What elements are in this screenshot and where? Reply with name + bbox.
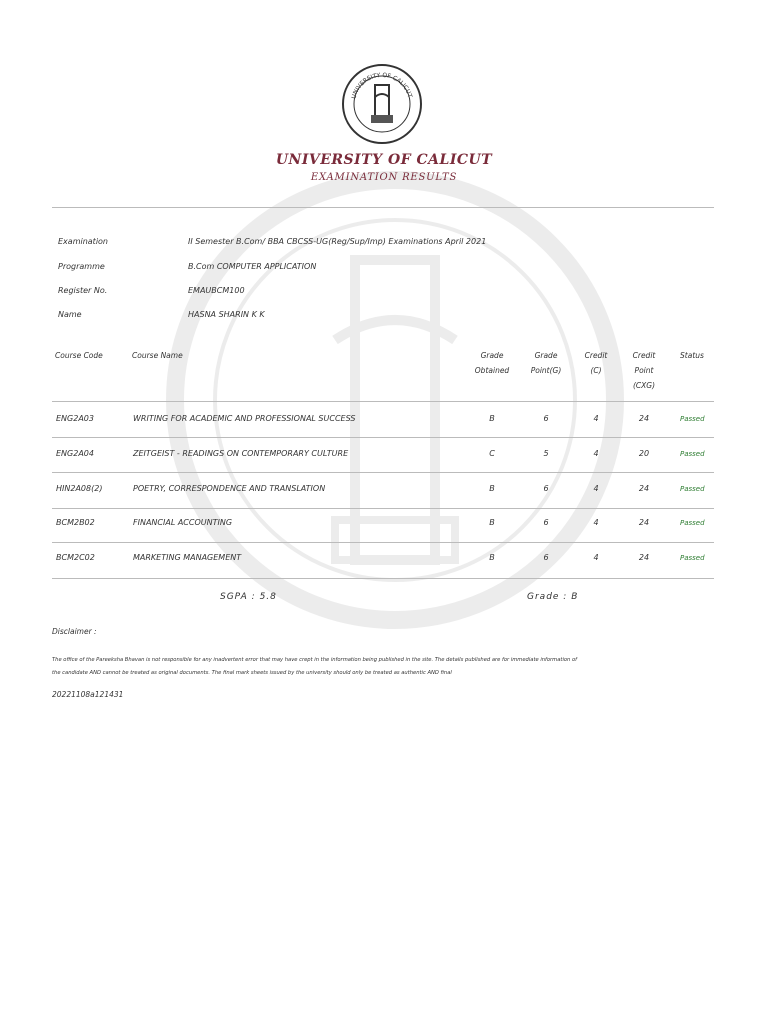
generated-timestamp: 20221108a121431	[52, 690, 124, 699]
name-value: HASNA SHARIN K K	[188, 310, 265, 319]
course-name: ZEITGEIST - READINGS ON CONTEMPORARY CULTURE	[133, 449, 349, 458]
examination-value: II Semester B.Com/ BBA CBCSS-UG(Reg/Sup/Imp) Examinations April 2021	[188, 237, 487, 246]
programme-value: B.Com COMPUTER APPLICATION	[188, 262, 317, 271]
credit: 4	[593, 518, 599, 527]
register-no-value: EMAUBCM100	[188, 286, 245, 295]
grade-obtained: B	[489, 484, 495, 493]
grade-point: 6	[543, 553, 549, 562]
header-credit-point: Credit Point (CXG)	[632, 351, 656, 390]
university-logo	[341, 63, 423, 145]
status-passed: Passed	[680, 519, 705, 527]
overall-grade: Grade : B	[527, 592, 579, 602]
grade-obtained: B	[489, 518, 495, 527]
credit: 4	[593, 449, 599, 458]
sgpa-value: SGPA : 5.8	[220, 592, 277, 602]
course-code: BCM2B02	[56, 518, 95, 527]
grade-obtained: C	[489, 449, 495, 458]
examination-label: Examination	[58, 237, 109, 246]
header-divider	[52, 207, 714, 208]
credit-point: 24	[638, 553, 650, 562]
status-passed: Passed	[680, 485, 705, 493]
table-header-divider	[52, 401, 714, 402]
grade-point: 6	[543, 484, 549, 493]
course-name: FINANCIAL ACCOUNTING	[133, 518, 233, 527]
disclaimer-text: The office of the Pareeksha Bhavan is not responsible for any inadvertent error that may have crept in the information being published in the site. The details published are for immediate information of the candidate AND cannot be treated as original documents. The final mark sheets issued by the university should only be treated as authentic AND final	[52, 657, 577, 676]
grade-obtained: B	[489, 414, 495, 423]
row-divider	[52, 508, 714, 509]
header-status: Status	[680, 351, 704, 360]
row-divider	[52, 437, 714, 438]
credit: 4	[593, 414, 599, 423]
header-course-name: Course Name	[132, 351, 183, 360]
course-name: POETRY, CORRESPONDENCE AND TRANSLATION	[133, 484, 326, 493]
course-code: HIN2A08(2)	[56, 484, 103, 493]
name-label: Name	[58, 310, 82, 319]
header-course-code: Course Code	[55, 351, 103, 360]
header-grade-obtained: Grade Obtained	[474, 351, 510, 375]
credit-point: 24	[638, 484, 650, 493]
university-title: UNIVERSITY OF CALICUT	[275, 152, 493, 168]
credit-point: 24	[638, 518, 650, 527]
grade-point: 5	[543, 449, 549, 458]
credit: 4	[593, 553, 599, 562]
table-bottom-divider	[52, 578, 714, 579]
credit: 4	[593, 484, 599, 493]
register-no-label: Register No.	[58, 286, 108, 295]
header-grade-point: Grade Point(G)	[530, 351, 562, 375]
page-subtitle: EXAMINATION RESULTS	[310, 172, 458, 183]
credit-point: 20	[638, 449, 650, 458]
disclaimer-heading: Disclaimer :	[52, 627, 97, 636]
header-credit: Credit (C)	[584, 351, 608, 375]
credit-point: 24	[638, 414, 650, 423]
row-divider	[52, 542, 714, 543]
row-divider	[52, 472, 714, 473]
course-name: WRITING FOR ACADEMIC AND PROFESSIONAL SUCCESS	[133, 414, 356, 423]
course-code: BCM2C02	[56, 553, 95, 562]
grade-point: 6	[543, 414, 549, 423]
course-code: ENG2A03	[56, 414, 94, 423]
grade-point: 6	[543, 518, 549, 527]
programme-label: Programme	[58, 262, 105, 271]
status-passed: Passed	[680, 554, 705, 562]
grade-obtained: B	[489, 553, 495, 562]
course-name: MARKETING MANAGEMENT	[133, 553, 242, 562]
status-passed: Passed	[680, 415, 705, 423]
course-code: ENG2A04	[56, 449, 94, 458]
logo-text: UNIVERSITY OF CALICUT	[350, 71, 414, 100]
status-passed: Passed	[680, 450, 705, 458]
